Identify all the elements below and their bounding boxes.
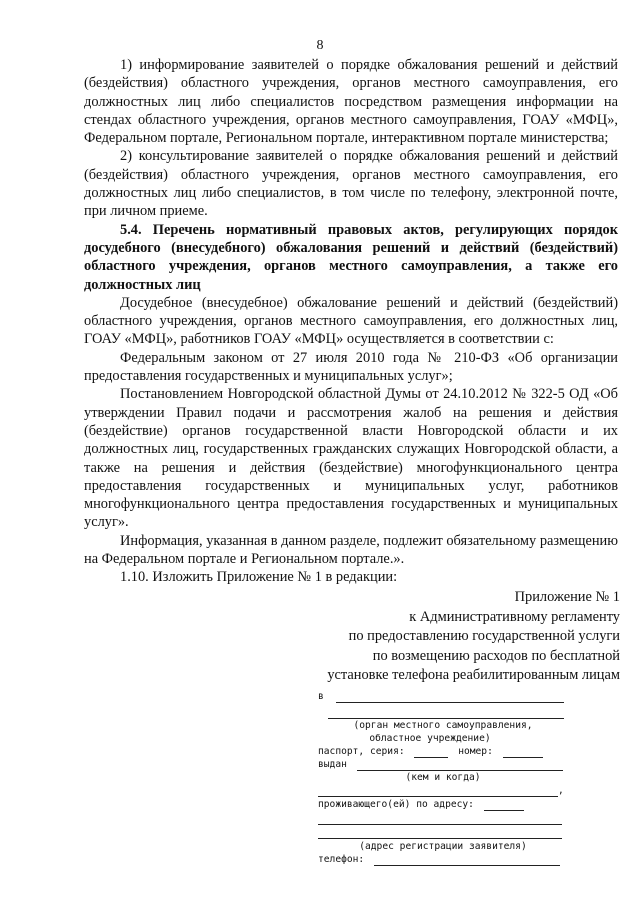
- address-caption: (адрес регистрации заявителя): [359, 841, 527, 852]
- appendix-line: установке телефона реабилитированным лицам: [327, 667, 620, 684]
- appendix-header: [290, 588, 620, 686]
- org-caption: (орган местного самоуправления,: [353, 720, 533, 731]
- org-caption-2: областное учреждение): [369, 733, 491, 744]
- address-field-3: [318, 838, 562, 839]
- comma: ,: [558, 785, 564, 796]
- phone-field: [374, 865, 560, 866]
- paragraph-consulting: 2) консультирование заявителей о порядке обжалования решений и действий (бездействия) областного учреждения, органов местного самоуправления, его должностных лиц либо специалистов, в том числе по телефону, электронной почте, при личном приеме.: [84, 148, 618, 220]
- paragraph-1-10: 1.10. Изложить Приложение № 1 в редакции:: [120, 569, 398, 586]
- body-text: [84, 56, 618, 587]
- paragraph-information: Информация, указанная в данном разделе, подлежит обязательному размещению на Федеральном портале и Региональном портале.».: [84, 532, 618, 568]
- issued-caption: (кем и когда): [405, 772, 481, 783]
- residing-label: проживающего(ей) по адресу:: [318, 799, 474, 810]
- number-label: номер:: [458, 746, 493, 757]
- section-heading-5-4: 5.4. Перечень нормативный правовых актов, регулирующих порядок досудебного (внесудебного) обжалования решений и действий (бездействий) областного учреждения, органов местного самоуправления, а также его должностных лиц: [84, 221, 618, 293]
- paragraph-appeal-basis: Досудебное (внесудебное) обжалование решений и действий (бездействий) областного учреждения, органов местного самоуправления, его должностных лиц, ГОАУ «МФЦ», работников ГОАУ «МФЦ» осуществляется в соответствии с:: [84, 294, 618, 348]
- application-form-header: [318, 690, 568, 866]
- address-field-2: [318, 824, 562, 825]
- paragraph-informing: 1) информирование заявителей о порядке обжалования решений и действий (бездействия) областного учреждения, органов местного самоуправления, его должностных лиц либо специалистов посредством размещения информации на стендах областного учреждения, органов местного самоуправления, ГОАУ «МФЦ», Федеральном портале, Региональном портале, интерактивном портале министерства;: [84, 57, 618, 147]
- page-number: 8: [316, 38, 324, 53]
- issued-field-2: [318, 796, 558, 797]
- paragraph-federal-law: Федеральным законом от 27 июля 2010 года № 210-ФЗ «Об организации предоставления государственных и муниципальных услуг»;: [84, 349, 618, 385]
- address-field: [484, 810, 524, 811]
- appendix-title: Приложение № 1: [514, 589, 620, 605]
- issued-label: выдан: [318, 759, 347, 770]
- to-prefix: в: [318, 691, 324, 702]
- appendix-line: по возмещению расходов по бесплатной: [372, 647, 620, 664]
- passport-label: паспорт, серия:: [318, 746, 405, 757]
- appendix-line: по предоставлению государственной услуги: [348, 628, 620, 645]
- appendix-line: к Административному регламенту: [409, 608, 620, 625]
- phone-label: телефон:: [318, 854, 365, 865]
- paragraph-resolution: Постановлением Новгородской областной Думы от 24.10.2012 № 322-5 ОД «Об утверждении Правил подачи и рассмотрения жалоб на решения и действия (бездействие) органов государственной власти Новгородской области и их должностных лиц, государственных гражданских служащих Новгородской области, а также на решения и действия (бездействие) многофункционального центра предоставления государственных и муниципальных услуг, работников многофункционального центра предоставления государственных и муниципальных услуг».: [84, 386, 618, 531]
- addressee-field: [336, 702, 564, 703]
